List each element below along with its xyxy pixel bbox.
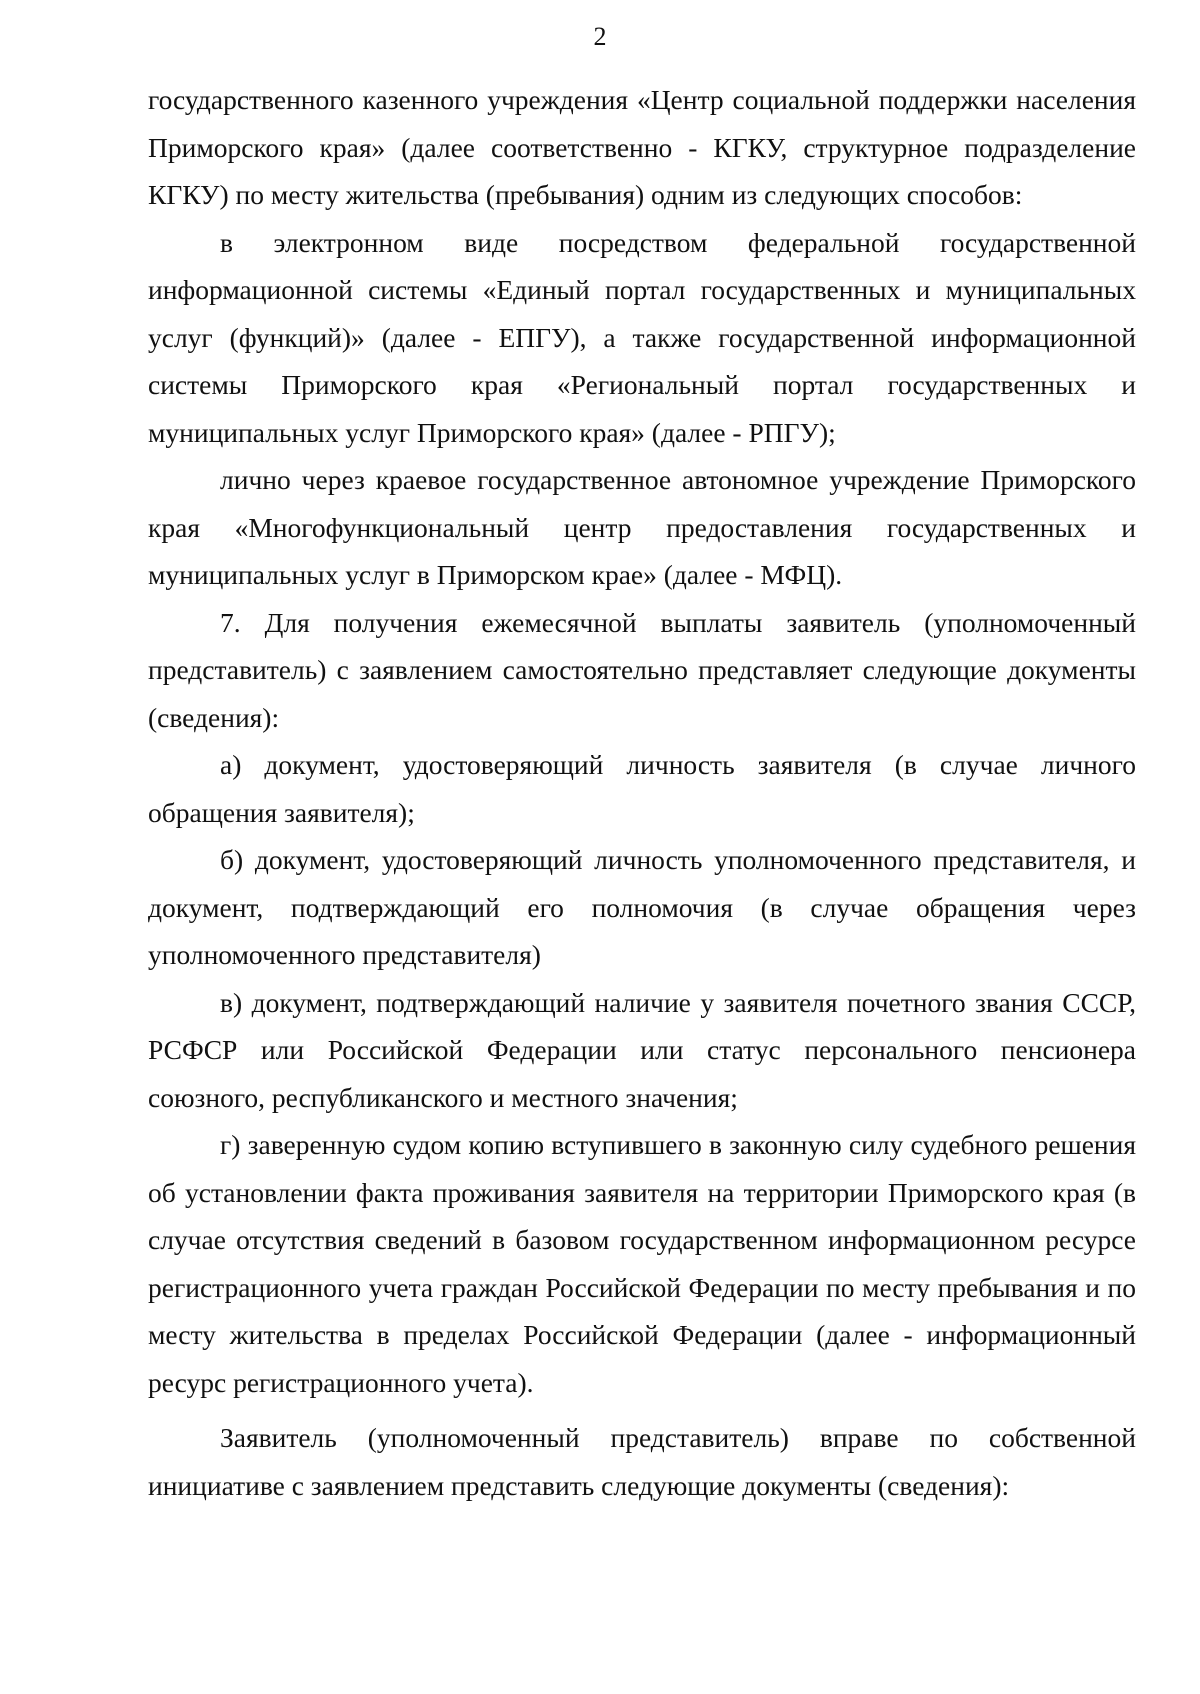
list-item-g: г) заверенную судом копию вступившего в законную силу судебного решения об установлении факта проживания заявителя на территории Приморского края (в случае отсутствия сведений в базовом государственном информационном ресурсе регистрационного учета граждан Российской Федерации по месту пребывания и по месту жительства в пределах Российской Федерации (далее - информационный ресурс регистрационного учета). bbox=[148, 1129, 1136, 1398]
page-number: 2 bbox=[593, 22, 607, 51]
list-item-a: а) документ, удостоверяющий личность заявителя (в случае личного обращения заявителя); bbox=[148, 749, 1136, 828]
paragraph-institution: государственного казенного учреждения «Центр социальной поддержки населения Приморского края» (далее соответственно - КГКУ, структурное подразделение КГКУ) по месту жительства (пребывания) одним из следующих способов: bbox=[148, 84, 1136, 210]
list-item-v: в) документ, подтверждающий наличие у заявителя почетного звания СССР, РСФСР или Российской Федерации или статус персонального пенсионера союзного, республиканского и местного значения; bbox=[148, 986, 1136, 1113]
list-item-b: б) документ, удостоверяющий личность уполномоченного представителя, и документ, подтверждающий его полномочия (в случае обращения через уполномоченного представителя) bbox=[148, 844, 1136, 970]
document-body bbox=[148, 76, 1136, 1509]
paragraph-personal-method: лично через краевое государственное автономное учреждение Приморского края «Многофункциональный центр предоставления государственных и муниципальных услуг в Приморском крае» (далее - МФЦ). bbox=[148, 464, 1136, 590]
paragraph-optional-documents: Заявитель (уполномоченный представитель) вправе по собственной инициативе с заявлением представить следующие документы (сведения): bbox=[148, 1422, 1136, 1501]
paragraph-clause-7: 7. Для получения ежемесячной выплаты заявитель (уполномоченный представитель) с заявлением самостоятельно представляет следующие документы (сведения): bbox=[148, 606, 1136, 733]
paragraph-electronic-method: в электронном виде посредством федеральной государственной информационной системы «Единый портал государственных и муниципальных услуг (функций)» (далее - ЕПГУ), а также государственной информационной системы Приморского края «Региональный портал государственных и муниципальных услуг Приморского края» (далее - РПГУ); bbox=[148, 226, 1136, 448]
